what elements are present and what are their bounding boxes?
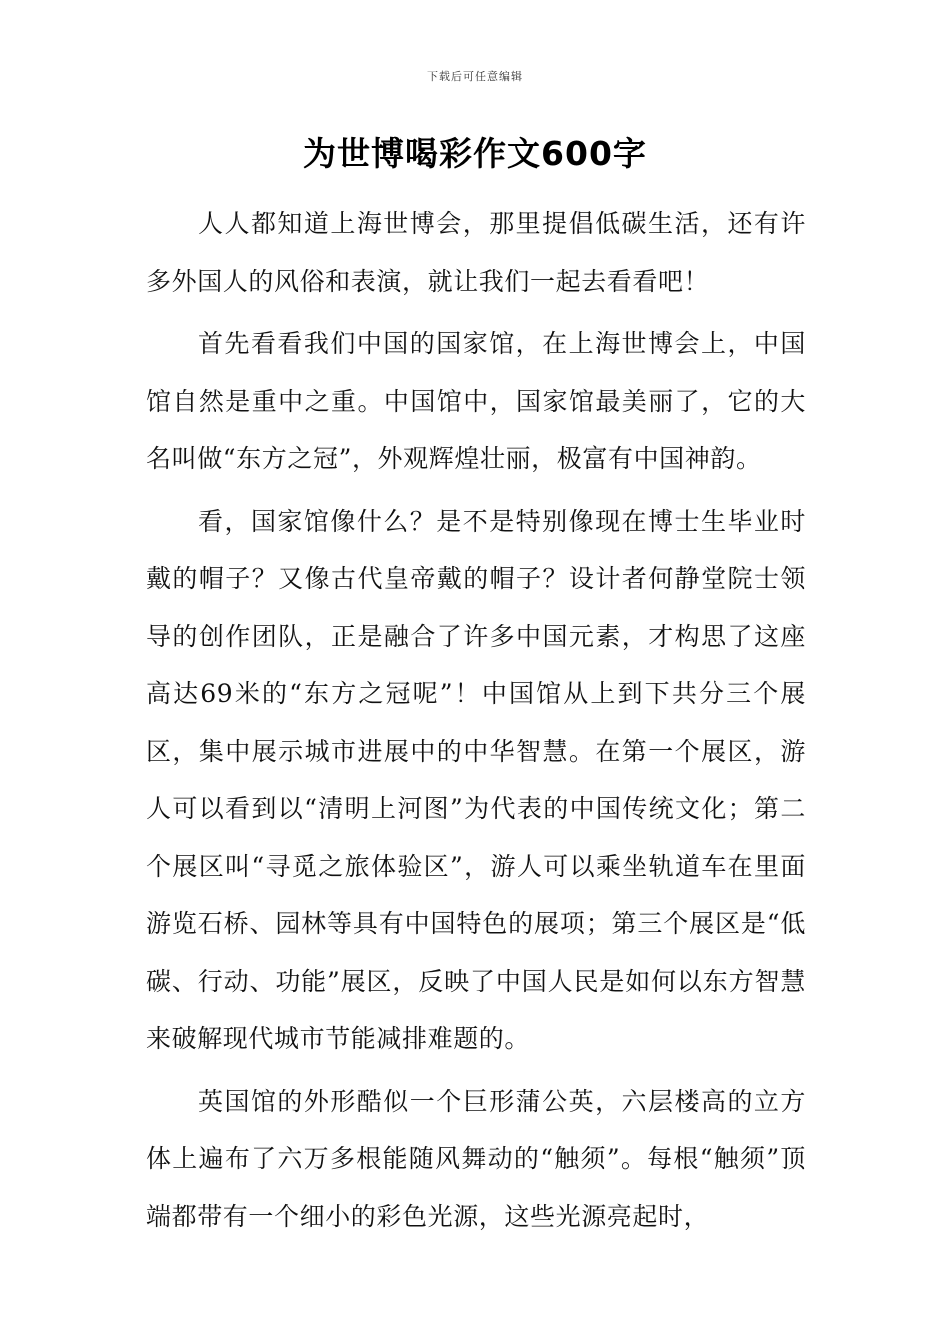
header-note: 下载后可任意编辑 <box>427 70 523 83</box>
paragraph-1: 人人都知道上海世博会，那里提倡低碳生活，还有许多外国人的风俗和表演，就让我们一起去看看吧！ <box>146 209 806 296</box>
paragraph-4: 英国馆的外形酷似一个巨形蒲公英，六层楼高的立方体上遍布了六万多根能随风舞动的“触须”。每根“触须”顶端都带有一个细小的彩色光源，这些光源亮起时， <box>146 1086 806 1231</box>
paragraph-3: 看，国家馆像什么？是不是特别像现在博士生毕业时戴的帽子？又像古代皇帝戴的帽子？设计者何静堂院士领导的创作团队，正是融合了许多中国元素，才构思了这座高达69米的“东方之冠呢”！中国馆从上到下共分三个展区，集中展示城市进展中的中华智慧。在第一个展区，游人可以看到以“清明上河图”为代表的中国传统文化；第二个展区叫“寻觅之旅体验区”，游人可以乘坐轨道车在里面游览石桥、园林等具有中国特色的展项；第三个展区是“低碳、行动、功能”展区，反映了中国人民是如何以东方智慧来破解现代城市节能减排难题的。 <box>146 506 806 1053</box>
document-title: 为世博喝彩作文600字 <box>303 134 647 173</box>
paragraph-2: 首先看看我们中国的国家馆，在上海世博会上，中国馆自然是重中之重。中国馆中，国家馆最美丽了，它的大名叫做“东方之冠”，外观辉煌壮丽，极富有中国神韵。 <box>146 329 806 473</box>
document-body <box>146 195 806 1250</box>
